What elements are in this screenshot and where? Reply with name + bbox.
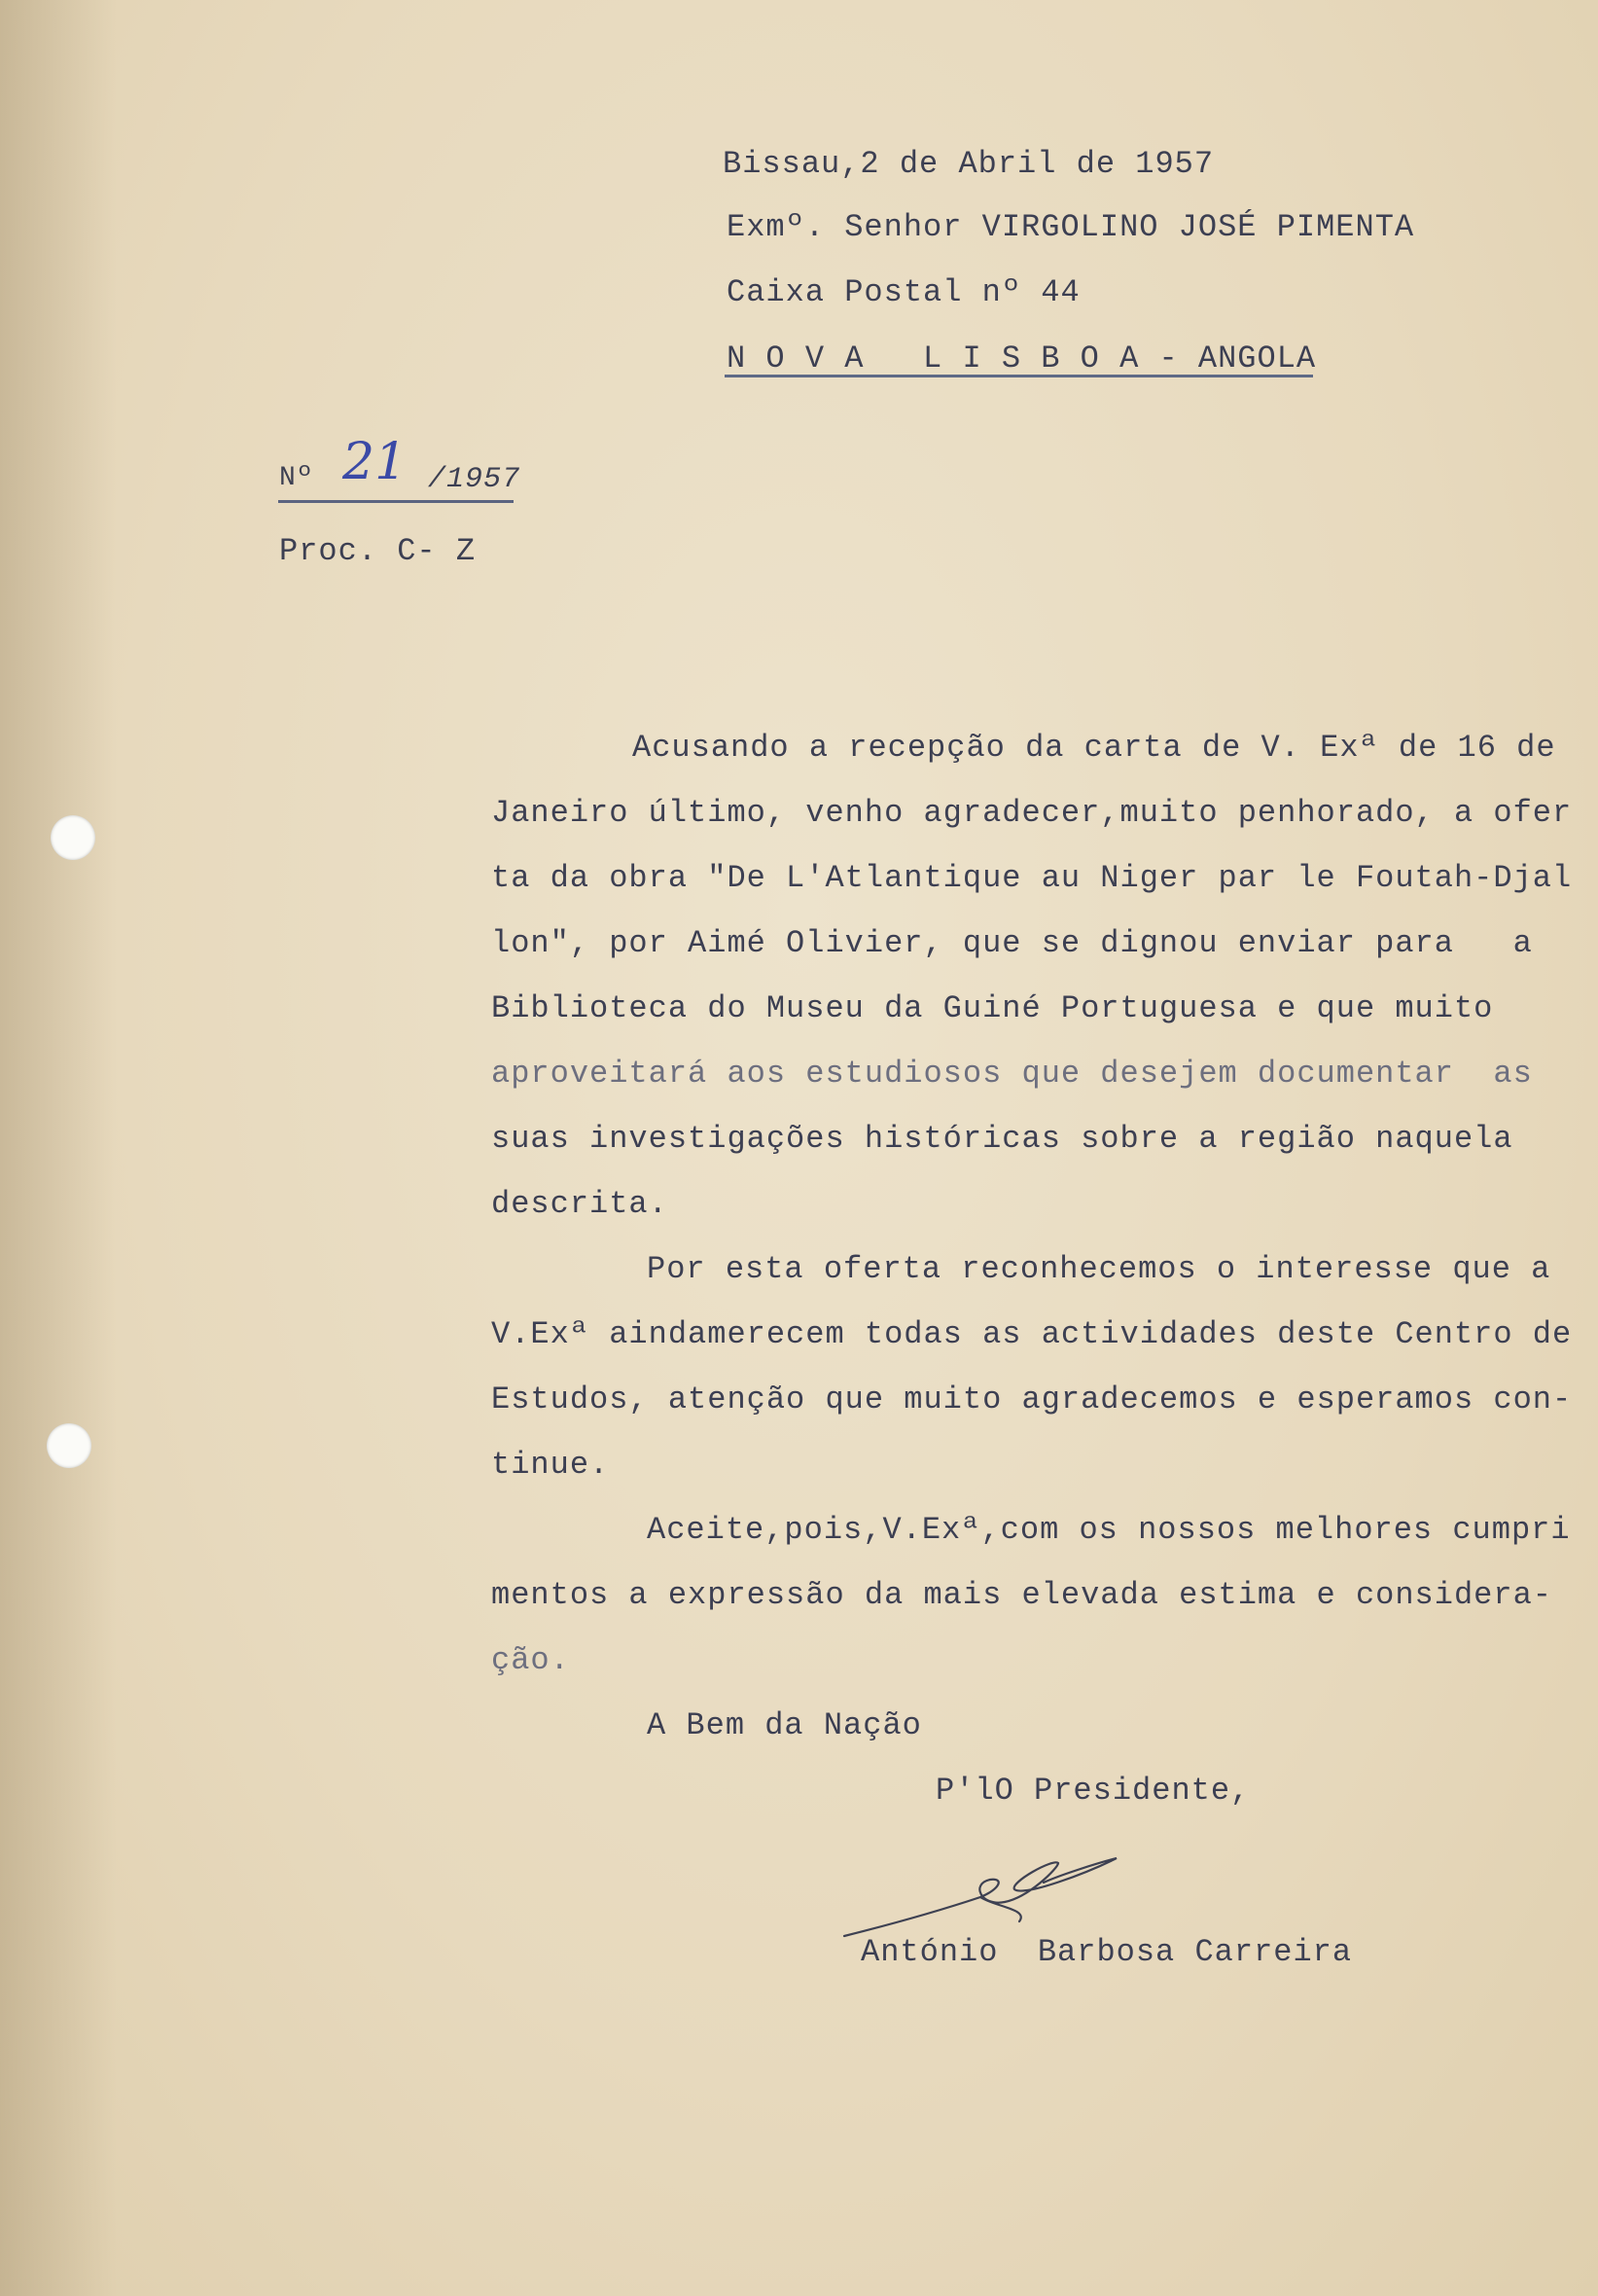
body-line: suas investigações históricas sobre a região naquela <box>491 1121 1513 1157</box>
body-line: descrita. <box>491 1186 668 1222</box>
recipient-name: Exmº. Senhor VIRGOLINO JOSÉ PIMENTA <box>727 209 1415 245</box>
signer-name: António Barbosa Carreira <box>861 1934 1353 1970</box>
punch-hole-bottom <box>47 1423 91 1468</box>
body-line: Estudos, atenção que muito agradecemos e esperamos con- <box>491 1381 1573 1417</box>
body-line: Aceite,pois,V.Exª,com os nossos melhores cumpri <box>647 1512 1571 1548</box>
body-line: mentos a expressão da mais elevada estima e considera- <box>491 1577 1552 1613</box>
reference-number-year: /1957 <box>428 463 521 496</box>
punch-hole-top <box>51 815 95 860</box>
reference-number-handwritten: 21 <box>342 433 408 491</box>
body-line: ta da obra "De L'Atlantique au Niger par le Foutah-Djal <box>491 860 1573 896</box>
body-line: ção. <box>491 1642 570 1678</box>
body-line: lon", por Aimé Olivier, que se dignou enviar para a <box>491 925 1533 961</box>
body-line: Janeiro último, venho agradecer,muito penhorado, a ofer <box>491 795 1573 831</box>
process-reference: Proc. C- Z <box>279 533 477 569</box>
body-line: tinue. <box>491 1447 610 1483</box>
body-line: Acusando a recepção da carta de V. Exª de 16 de <box>632 730 1556 766</box>
body-line: Biblioteca do Museu da Guiné Portuguesa e que muito <box>491 990 1494 1026</box>
address-underline <box>725 375 1313 377</box>
letter-date: Bissau,2 de Abril de 1957 <box>723 146 1215 182</box>
recipient-city: N O V A L I S B O A - ANGOLA <box>727 341 1317 377</box>
reference-number-prefix: Nº <box>279 463 314 493</box>
closing-salutation: A Bem da Nação <box>647 1707 922 1743</box>
body-line: aproveitará aos estudiosos que desejem documentar as <box>491 1056 1533 1092</box>
recipient-postal-box: Caixa Postal nº 44 <box>727 274 1081 310</box>
reference-number-underline <box>278 500 514 503</box>
body-line: Por esta oferta reconhecemos o interesse que a <box>647 1251 1551 1287</box>
paper-edge-shadow <box>0 0 117 2296</box>
body-line: V.Exª aindamerecem todas as actividades deste Centro de <box>491 1316 1573 1352</box>
closing-role: P'lO Presidente, <box>936 1773 1251 1809</box>
